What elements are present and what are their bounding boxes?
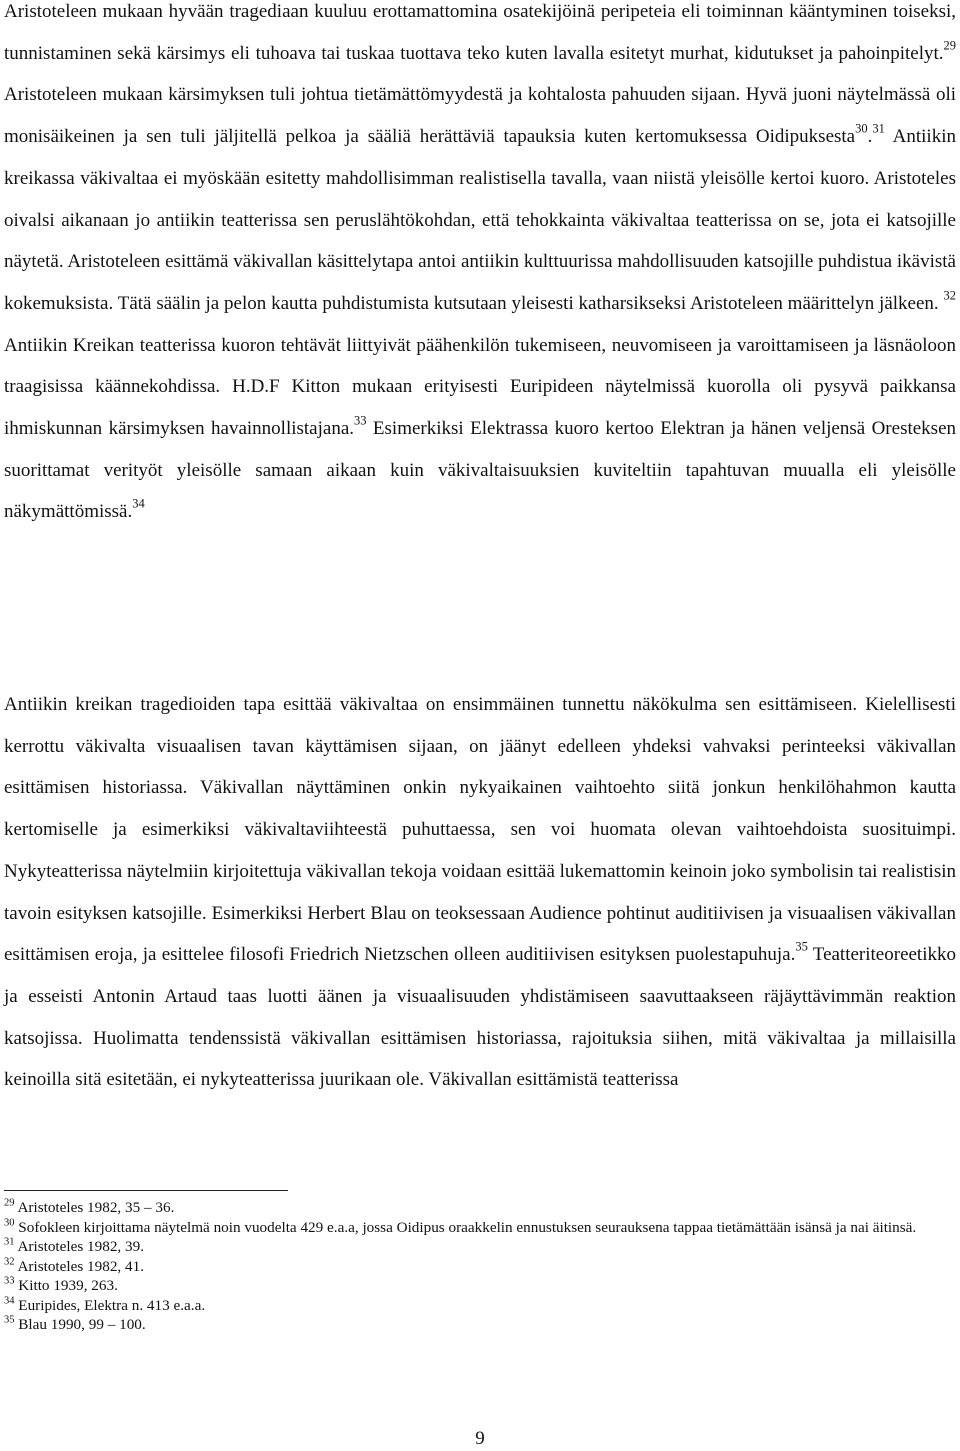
paragraph-text: Teatteriteoreetikko ja esseisti Antonin Artaud taas luotti äänen ja visuaalisuuden yhdistämiseen saavuttaakseen räjäyttävimmän reaktion katsojissa. Huolimatta tendenssistä väkivallan esittämisen historiassa, rajoituksia siihen, mitä väkivaltaa ja millaisilla keinoilla sitä esitetään, ei nykyteatterissa juurikaan ole. Väkivallan esittämistä teatterissa xyxy=(4,944,956,1091)
body-paragraph xyxy=(4,684,956,1101)
footnote-text: Sofokleen kirjoittama näytelmä noin vuodelta 429 e.a.a, jossa Oidipus oraakkelin ennustuksen seurauksena tappaa tietämättään isänsä ja nai äitinsä. xyxy=(14,1218,917,1236)
footnote xyxy=(4,1276,956,1296)
footnote xyxy=(4,1296,956,1316)
footnote-reference: 31 xyxy=(872,121,885,136)
footnote-number: 35 xyxy=(4,1314,15,1326)
paragraph-text: Antiikin kreikan tragedioiden tapa esittää väkivaltaa on ensimmäinen tunnettu näkökulma sen esittämiseen. Kielellisesti kerrottu väkivalta visuaalisen tavan käyttämisen sijaan, on jäänyt edelleen yhdeksi vahvaksi perinteeksi väkivallan esittämisen historiassa. Väkivallan näyttäminen onkin nykyaikainen vaihtoehto siitä jonkun henkilöhahmon kautta kertomiselle ja esimerkiksi väkivaltaviihteestä puhuttaessa, sen voi huomata olevan vaihtoehdoista suosituimpi. Nykyteatterissa näytelmiin kirjoitettuja väkivallan tekoja voidaan esittää lukemattomin keinoin joko symbolisin tai realistisin tavoin esityksen katsojille. Esimerkiksi Herbert Blau on teoksessaan Audience pohtinut auditiivisen ja visuaalisen väkivallan esittämisen eroja, ja esittelee filosofi Friedrich Nietzschen olleen auditiivisen esityksen puolestapuhuja. xyxy=(4,694,956,966)
footnote-number: 30 xyxy=(4,1217,15,1229)
footnote-reference: 35 xyxy=(795,939,808,954)
footnote-text: Aristoteles 1982, 35 – 36. xyxy=(14,1199,175,1216)
footnote-number: 29 xyxy=(4,1197,15,1209)
footnote-separator xyxy=(4,1190,288,1191)
paragraph-text: Antiikin Kreikan teatterissa kuoron tehtävät liittyivät päähenkilön tukemiseen, neuvomiseen ja varoittamiseen ja läsnäoloon traagisissa käännekohdissa. H.D.F Kitton mukaan erityisesti Euripideen näytelmissä kuorolla oli pysyvä paikkansa ihmiskunnan kärsimyksen havainnollistajana. xyxy=(4,334,956,440)
footnote-text: Aristoteles 1982, 41. xyxy=(14,1257,145,1275)
paragraph-text: . xyxy=(867,126,873,148)
paragraph-text: Aristoteleen mukaan hyvään tragediaan kuuluu erottamattomina osatekijöinä peripeteia eli toiminnan kääntyminen toiseksi, tunnistaminen sekä kärsimys eli tuhoava tai tuskaa tuottava teko kuten lavalla esitetyt murhat, kidutukset ja pahoinpitelyt. xyxy=(4,1,956,64)
footnote xyxy=(4,1198,956,1218)
footnote-text: Kitto 1939, 263. xyxy=(14,1277,118,1294)
footnote xyxy=(4,1257,956,1277)
footnote-list xyxy=(4,1198,956,1335)
paragraph-text: Antiikin kreikassa väkivaltaa ei myöskään esitetty mahdollisimman realistisella tavalla, vaan niistä yleisölle kertoi kuoro. Aristoteles oivalsi aikanaan jo antiikin teatterissa sen peruslähtökohdan, että tehokkainta väkivaltaa teatterissa on se, jota ei katsojille näytetä. Aristoteleen esittämä väkivallan käsittelytapa antoi antiikin kulttuurissa mahdollisuuden katsojille puhdistua ikävistä kokemuksista. Tätä säälin ja pelon kautta puhdistumista kutsutaan yleisesti katharsikseksi Aristoteleen määrittelyn jälkeen. xyxy=(4,126,956,314)
footnote-text: Blau 1990, 99 – 100. xyxy=(14,1316,146,1333)
footnote xyxy=(4,1218,956,1238)
body-paragraph xyxy=(4,0,956,533)
paragraph-text: Aristoteleen mukaan kärsimyksen tuli johtua tietämättömyydestä ja kohtalosta pahuuden sijaan. Hyvä juoni näytelmässä oli monisäikeinen ja sen tuli jäljitellä pelkoa ja sääliä herättäviä tapauksia kuten kertomuksessa Oidipuksesta xyxy=(4,84,956,148)
footnote-reference: 29 xyxy=(943,38,956,53)
footnote-reference: 34 xyxy=(132,497,145,512)
paragraph-text: Esimerkiksi Elektrassa kuoro kertoo Elektran ja hänen veljensä Oresteksen suorittamat verityöt yleisölle samaan aikaan kuin väkivaltaisuuksien kuviteltiin tapahtuvan muualla eli yleisölle näkymättömissä. xyxy=(4,418,956,523)
footnote-number: 33 xyxy=(4,1275,15,1287)
footnote-text: Aristoteles 1982, 39. xyxy=(14,1238,145,1255)
footnote-number: 31 xyxy=(4,1236,15,1248)
footnote-reference: 32 xyxy=(943,288,956,303)
footnote xyxy=(4,1315,956,1335)
footnote-reference: 30 xyxy=(855,121,868,136)
footnote-number: 34 xyxy=(4,1295,15,1307)
page-number: 9 xyxy=(475,1428,485,1449)
footnote xyxy=(4,1237,956,1257)
footnote-reference: 33 xyxy=(354,413,367,428)
footnote-text: Euripides, Elektra n. 413 e.a.a. xyxy=(14,1296,206,1314)
footnote-number: 32 xyxy=(4,1256,15,1268)
